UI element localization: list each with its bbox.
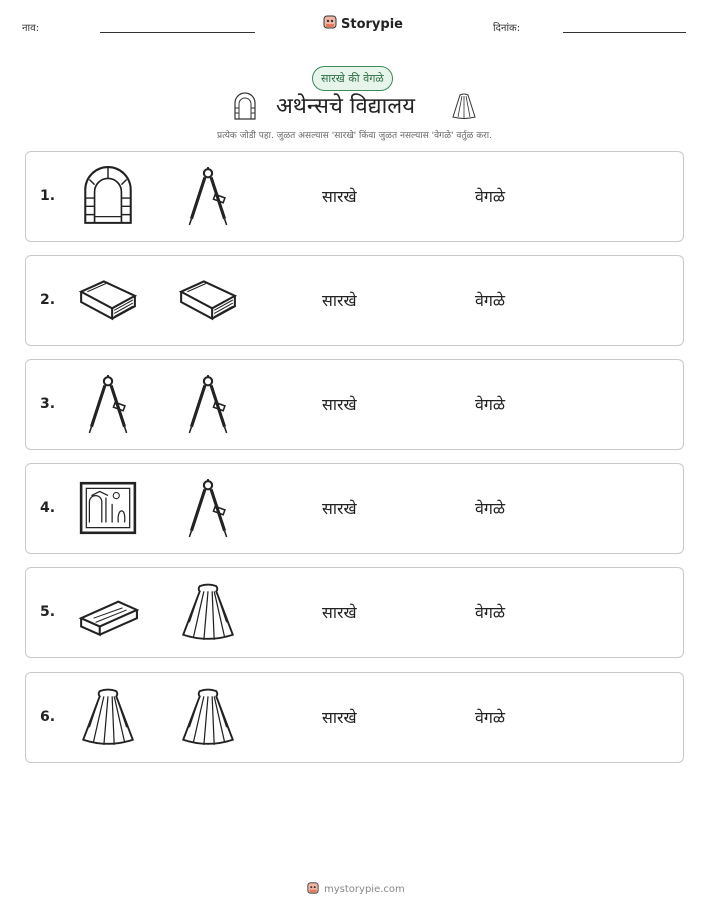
cloak-icon xyxy=(177,686,239,748)
archway-icon xyxy=(77,165,139,227)
question-row xyxy=(25,672,684,763)
storypie-mascot-icon xyxy=(323,14,337,34)
fresco-icon xyxy=(77,477,139,539)
different-option[interactable]: वेगळे xyxy=(475,499,506,518)
archway-icon xyxy=(232,92,258,120)
different-option[interactable]: वेगळे xyxy=(475,603,506,622)
compass-icon xyxy=(177,165,239,227)
brand-logo xyxy=(323,14,403,34)
different-option[interactable]: वेगळे xyxy=(475,291,506,310)
cloak-icon xyxy=(77,686,139,748)
compass-icon xyxy=(177,477,239,539)
cloak-icon xyxy=(450,92,478,120)
activity-badge: सारखे की वेगळे xyxy=(312,66,393,91)
question-number: 3. xyxy=(40,396,56,412)
date-label: दिनांक: xyxy=(493,23,521,34)
storypie-mascot-icon xyxy=(307,881,319,898)
footer xyxy=(307,881,405,898)
question-number: 1. xyxy=(40,188,56,204)
different-option[interactable]: वेगळे xyxy=(475,395,506,414)
brand-name: Storypie xyxy=(341,16,403,32)
different-option[interactable]: वेगळे xyxy=(475,708,506,727)
question-number: 5. xyxy=(40,604,56,620)
instructions: प्रत्येक जोडी पहा. जुळत असल्यास 'सारखे' किंवा जुळत नसल्यास 'वेगळे' वर्तुळ करा. xyxy=(216,131,492,141)
tablet-icon xyxy=(77,581,139,643)
question-number: 6. xyxy=(40,709,56,725)
question-number: 2. xyxy=(40,292,56,308)
date-line[interactable] xyxy=(563,32,686,33)
different-option[interactable]: वेगळे xyxy=(475,187,506,206)
compass-icon xyxy=(177,373,239,435)
page-title: अथेन्सचे विद्यालय xyxy=(276,94,415,119)
question-row xyxy=(25,151,684,242)
same-option[interactable]: सारखे xyxy=(322,499,357,518)
book-icon xyxy=(177,269,239,331)
same-option[interactable]: सारखे xyxy=(322,395,357,414)
footer-url[interactable]: mystorypie.com xyxy=(324,884,405,895)
book-icon xyxy=(77,269,139,331)
same-option[interactable]: सारखे xyxy=(322,187,357,206)
same-option[interactable]: सारखे xyxy=(322,291,357,310)
question-row xyxy=(25,255,684,346)
same-option[interactable]: सारखे xyxy=(322,708,357,727)
compass-icon xyxy=(77,373,139,435)
cloak-icon xyxy=(177,581,239,643)
name-label: नाव: xyxy=(22,23,40,34)
name-line[interactable] xyxy=(100,32,255,33)
same-option[interactable]: सारखे xyxy=(322,603,357,622)
question-row xyxy=(25,463,684,554)
question-number: 4. xyxy=(40,500,56,516)
question-row xyxy=(25,359,684,450)
question-row xyxy=(25,567,684,658)
